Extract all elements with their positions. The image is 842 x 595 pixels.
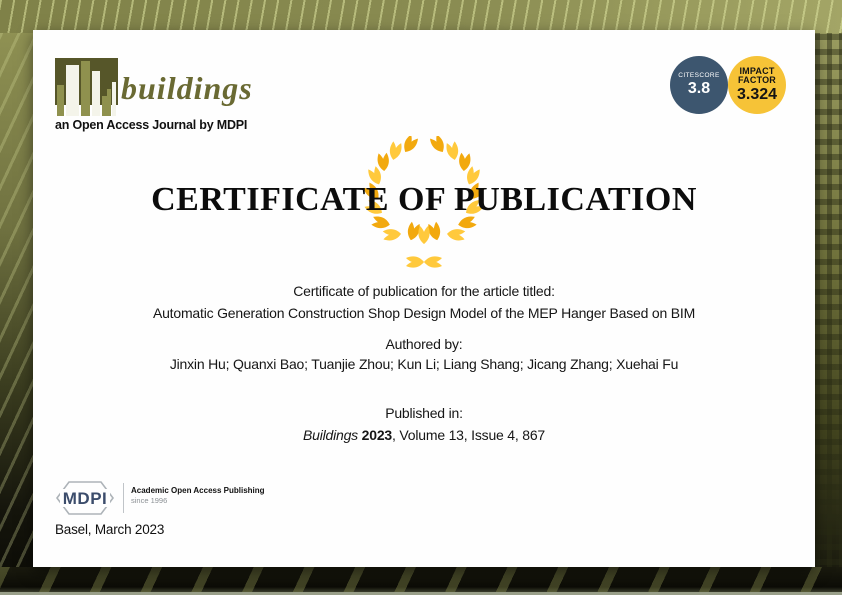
place-and-date: Basel, March 2023 xyxy=(55,522,165,537)
background-left-band xyxy=(0,33,33,595)
authors-list: Jinxin Hu; Quanxi Bao; Tuanjie Zhou; Kun Li; Liang Shang; Jicang Zhang; Xuehai Fu xyxy=(169,356,679,372)
citescore-value: 3.8 xyxy=(687,79,711,97)
citescore-badge xyxy=(670,56,728,114)
certificate-title: CERTIFICATE OF PUBLICATION xyxy=(151,181,697,218)
certificate-card xyxy=(33,30,815,567)
impact-factor-label-1: IMPACT xyxy=(739,65,775,76)
article-title: Automatic Generation Construction Shop Design Model of the MEP Hanger Based on BIM xyxy=(152,305,696,321)
publisher-tagline: Academic Open Access Publishing xyxy=(131,486,265,495)
published-in-label: Published in: xyxy=(385,405,463,421)
journal-wordmark: buildings xyxy=(121,70,253,106)
citescore-label: CITESCORE xyxy=(678,71,720,79)
svg-text:MDPI: MDPI xyxy=(62,489,108,508)
buildings-logo-icon xyxy=(55,58,118,116)
publication-year: 2023 xyxy=(357,427,393,443)
intro-line: Certificate of publication for the article titled: xyxy=(293,283,555,299)
background-top-band xyxy=(0,0,842,33)
impact-factor-value: 3.324 xyxy=(736,85,778,103)
journal-tagline: an Open Access Journal by MDPI xyxy=(55,118,248,132)
footer-divider xyxy=(123,483,124,513)
publication-reference xyxy=(33,427,815,443)
publication-details: , Volume 13, Issue 4, 867 xyxy=(392,427,546,443)
mdpi-hexagon-icon xyxy=(55,478,115,518)
publisher-since: since 1996 xyxy=(131,496,168,505)
background-bottom-band xyxy=(0,567,842,595)
publisher-tagline-block xyxy=(131,486,265,505)
impact-factor-badge xyxy=(728,56,786,114)
background-right-band xyxy=(815,33,842,595)
authored-by-label: Authored by: xyxy=(385,336,463,352)
publication-journal: Buildings xyxy=(302,427,358,443)
impact-factor-label-2: FACTOR xyxy=(737,75,777,86)
